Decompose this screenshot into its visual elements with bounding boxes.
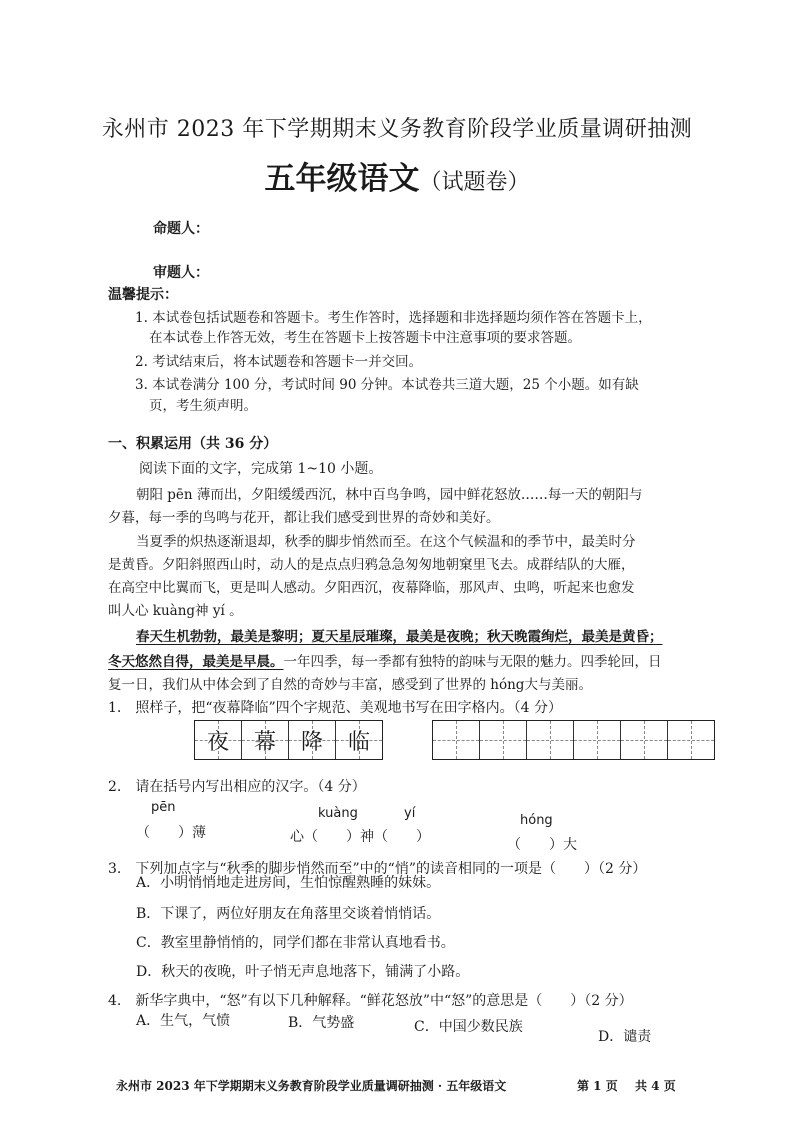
example-char: 夜 [206, 729, 229, 755]
notice-heading: 温馨提示： [108, 287, 178, 303]
option-a[interactable]: A．小明悄悄地走进房间，生怕惊醒熟睡的妹妹。 [136, 875, 441, 891]
passage-underlined: 春天生机勃勃，最美是黎明；夏天星辰璀璨，最美是夜晚；秋天晚霞绚烂，最美是黄昏； [136, 629, 663, 645]
question-1: 1. 照样子，把“夜幕降临”四个字规范、美观地书写在田字格内。（4 分） [108, 700, 563, 716]
passage-line: 是黄昏。夕阳斜照西山时，动人的是点点归鸦急急匆匆地朝窠里飞去。成群结队的大雁， [108, 557, 635, 573]
notice-item: 3. 本试卷满分 100 分，考试时间 90 分钟。本试卷共三道大题，25 个小题。如有缺 [135, 377, 639, 393]
subject-title: 五年级语文 [264, 161, 420, 197]
question-4: 4. 新华字典中，“怒”有以下几种解释。“鲜花怒放”中“怒”的意思是（ ）（2 分） [108, 993, 633, 1009]
blank-hong[interactable]: （ ）大 [507, 837, 577, 853]
example-char: 临 [347, 729, 370, 755]
blank-kuang-yi[interactable]: 心（ ）神（ ） [290, 829, 430, 845]
passage-line: 当夏季的炽热逐渐退却，秋季的脚步悄然而至。在这个气候温和的季节中，最美时分 [136, 534, 636, 550]
section-instruction: 阅读下面的文字，完成第 1~10 小题。 [139, 461, 383, 477]
option-d[interactable]: D．秋天的夜晚，叶子悄无声息地落下，铺满了小路。 [136, 964, 470, 980]
tianzige-cell [242, 721, 289, 759]
passage-line: 叫人心 kuàng神 yí 。 [108, 603, 243, 619]
tianzige-cell[interactable] [433, 721, 480, 759]
passage-underlined: 冬天悠然自得，最美是早晨。 [108, 654, 284, 670]
pinyin-label: pēn [151, 800, 176, 815]
notice-item: 页，考生须声明。 [149, 398, 257, 414]
question-2: 2. 请在括号内写出相应的汉字。（4 分） [108, 779, 366, 795]
answer-tianzige[interactable] [432, 720, 715, 760]
passage-line: 夕暮，每一季的鸟鸣与花开，都让我们感受到世界的奇妙和美好。 [108, 510, 500, 526]
pinyin-label: kuàng [318, 806, 358, 821]
tianzige-cell [195, 721, 242, 759]
option-d[interactable]: D．谴责 [598, 1029, 652, 1045]
example-char: 幕 [253, 729, 276, 755]
passage-line [108, 650, 662, 670]
question-3: 3. 下列加点字与“秋季的脚步悄然而至”中的“悄”的读音相同的一项是（ ）（2 分） [108, 861, 647, 877]
tianzige-cell[interactable] [480, 721, 527, 759]
option-c[interactable]: C．中国少数民族 [414, 1019, 523, 1035]
notice-item: 在本试卷上作答无效，考生在答题卡上按答题卡中注意事项的要求答题。 [149, 330, 581, 346]
proposer-label: 命题人： [153, 221, 209, 237]
tianzige-cell[interactable] [668, 721, 714, 759]
passage-line: 复一日，我们从中体会到了自然的奇妙与丰富，感受到了世界的 hóng大与美丽。 [108, 677, 592, 693]
example-tianzige [194, 720, 383, 760]
blank-pen[interactable]: （ ）薄 [136, 825, 206, 841]
footer-total: 共 4 页 [635, 1079, 676, 1093]
exam-title: 永州市 2023 年下学期期末义务教育阶段学业质量调研抽测 [101, 117, 693, 142]
passage-line: 在高空中比翼而飞，更是叫人感动。夕阳西沉，夜幕降临，那风声、虫鸣，听起来也愈发 [108, 580, 635, 596]
notice-item: 2. 考试结束后，将本试题卷和答题卡一并交回。 [135, 354, 423, 370]
passage-line: 朝阳 pēn 薄而出，夕阳缓缓西沉，林中百鸟争鸣，园中鲜花怒放……每一天的朝阳与 [136, 487, 643, 503]
notice-item: 1. 本试卷包括试题卷和答题卡。考生作答时，选择题和非选择题均须作答在答题卡上， [135, 310, 652, 326]
example-char: 降 [300, 729, 323, 755]
option-b[interactable]: B．下课了，两位好朋友在角落里交谈着悄悄话。 [136, 906, 441, 922]
option-b[interactable]: B．气势盛 [288, 1015, 355, 1031]
pinyin-label: hóng [520, 813, 553, 828]
pinyin-label: yí [404, 806, 416, 821]
reviewer-label: 审题人： [153, 265, 209, 281]
footer-title: 永州市 2023 年下学期期末义务教育阶段学业质量调研抽测 · 五年级语文 [116, 1079, 507, 1093]
tianzige-cell [336, 721, 382, 759]
tianzige-cell[interactable] [621, 721, 668, 759]
option-a[interactable]: A．生气，气愤 [136, 1013, 231, 1029]
exam-subtitle [0, 153, 794, 198]
section-heading: 一、积累运用（共 36 分） [108, 436, 278, 452]
passage-text: 一年四季，每一季都有独特的韵味与无限的魅力。四季轮回，日 [283, 654, 662, 670]
tianzige-cell [289, 721, 336, 759]
paper-type: （试题卷） [419, 170, 530, 195]
footer-page: 第 1 页 [577, 1079, 618, 1093]
tianzige-cell[interactable] [527, 721, 574, 759]
tianzige-cell[interactable] [574, 721, 621, 759]
option-c[interactable]: C．教室里静悄悄的，同学们都在非常认真地看书。 [136, 935, 455, 951]
